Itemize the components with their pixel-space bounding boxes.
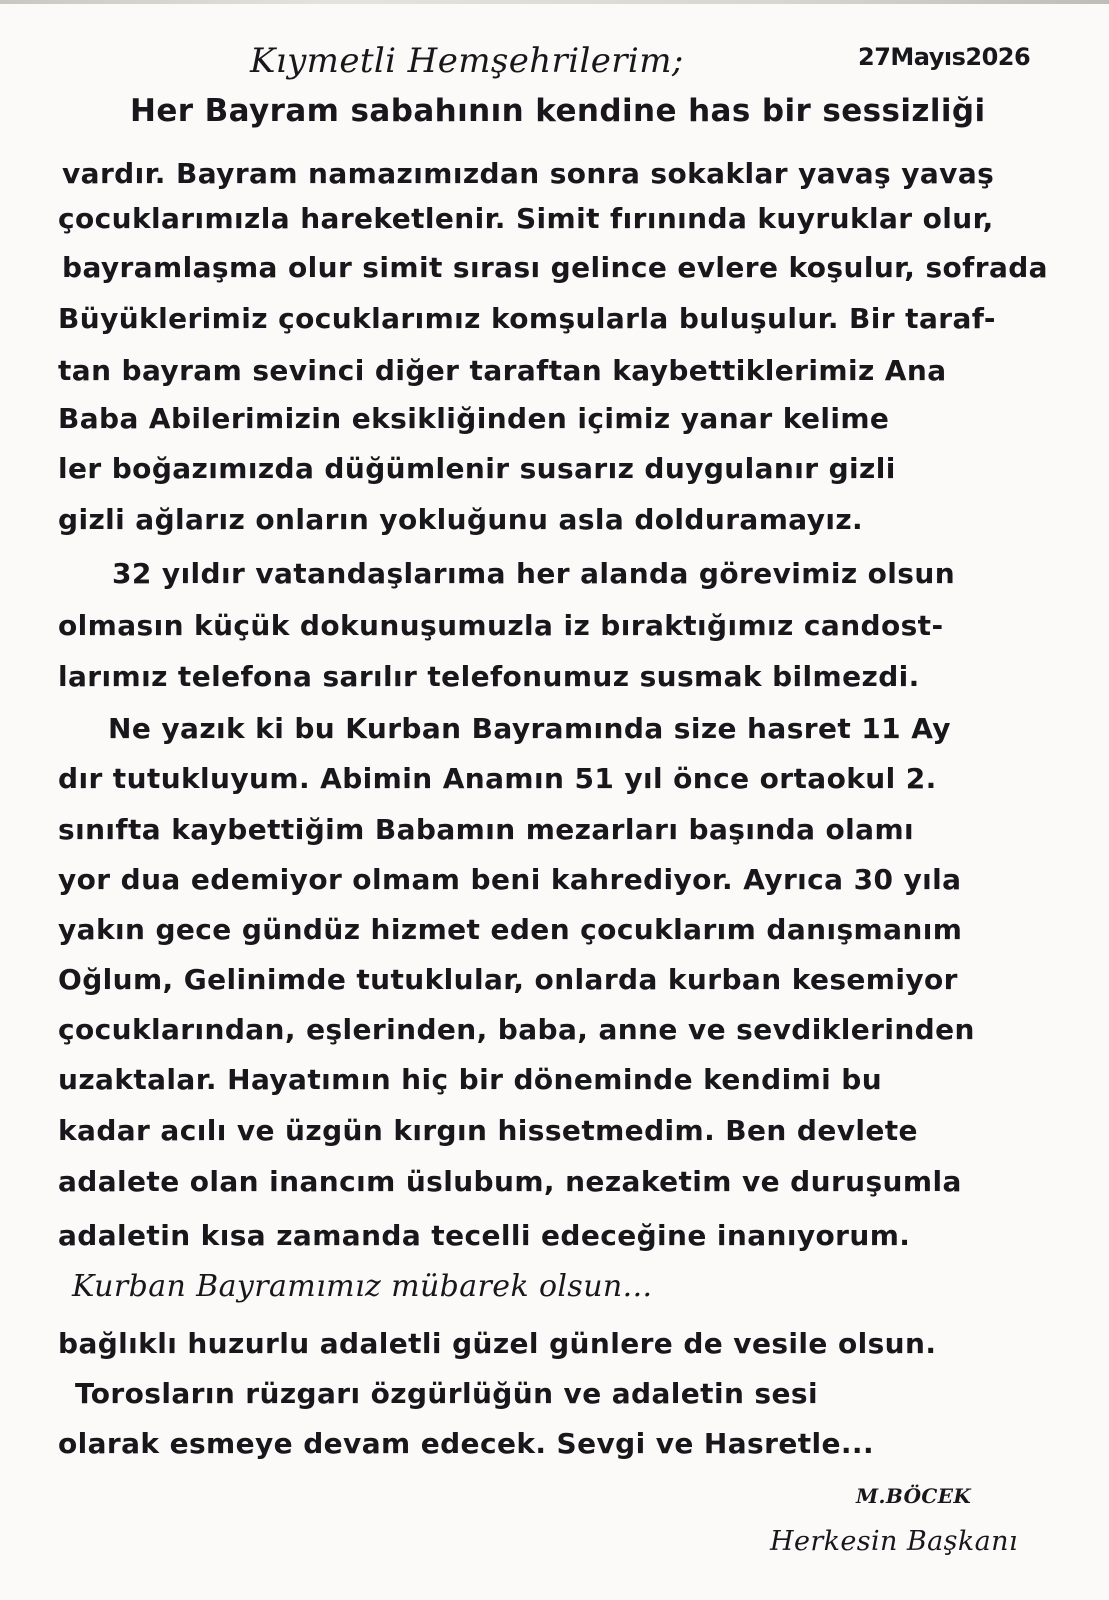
signature-name: M.BÖCEK: [856, 1484, 972, 1508]
body-line-16: yor dua edemiyor olmam beni kahrediyor. Ayrıca 30 yıla: [58, 863, 962, 896]
body-line-10: 32 yıldır vatandaşlarıma her alanda görevimiz olsun: [112, 557, 956, 590]
body-line-2: vardır. Bayram namazımızdan sonra sokaklar yavaş yavaş: [62, 157, 995, 190]
body-line-5: Büyüklerimiz çocuklarımız komşularla buluşulur. Bir taraf-: [58, 302, 996, 335]
body-line-6: tan bayram sevinci diğer taraftan kaybettiklerimiz Ana: [58, 354, 947, 387]
body-line-15: sınıfta kaybettiğim Babamın mezarları başında olamı: [58, 813, 915, 846]
body-line-14: dır tutukluyum. Abimin Anamın 51 yıl önce ortaokul 2.: [58, 762, 937, 795]
letter-salutation: Kıymetli Hemşehrilerim;: [250, 41, 684, 81]
body-line-11: olmasın küçük dokunuşumuzla iz bıraktığımız candost-: [58, 609, 944, 642]
body-line-19: çocuklarından, eşlerinden, baba, anne ve sevdiklerinden: [58, 1013, 975, 1046]
letter-date: 27Mayıs2026: [858, 43, 1031, 71]
body-line-3: çocuklarımızla hareketlenir. Simit fırınında kuyruklar olur,: [58, 202, 994, 235]
body-line-27: olarak esmeye devam edecek. Sevgi ve Hasretle...: [58, 1427, 874, 1460]
body-line-7: Baba Abilerimizin eksikliğinden içimiz yanar kelime: [58, 402, 890, 435]
body-line-17: yakın gece gündüz hizmet eden çocuklarım danışmanım: [58, 913, 963, 946]
body-line-22: adalete olan inancım üslubum, nezaketim ve duruşumla: [58, 1165, 962, 1198]
signature-title: Herkesin Başkanı: [770, 1526, 1018, 1557]
body-line-18: Oğlum, Gelinimde tutuklular, onlarda kurban kesemiyor: [58, 963, 958, 996]
body-line-4: bayramlaşma olur simit sırası gelince evlere koşulur, sofrada: [62, 251, 1048, 284]
body-line-25: bağlıklı huzurlu adaletli güzel günlere de vesile olsun.: [58, 1327, 937, 1360]
body-line-21: kadar acılı ve üzgün kırgın hissetmedim. Ben devlete: [58, 1114, 918, 1147]
body-line-13: Ne yazık ki bu Kurban Bayramında size hasret 11 Ay: [108, 712, 951, 745]
body-line-12: larımız telefona sarılır telefonumuz susmak bilmezdi.: [58, 660, 920, 693]
body-line-8: ler boğazımızda düğümlenir susarız duygulanır gizli: [58, 452, 896, 485]
body-line-20: uzaktalar. Hayatımın hiç bir döneminde kendimi bu: [58, 1063, 883, 1096]
body-line-9: gizli ağlarız onların yokluğunu asla dolduramayız.: [58, 503, 864, 536]
body-line-24: Kurban Bayramımız mübarek olsun...: [72, 1269, 653, 1304]
page-top-edge: [0, 0, 1109, 4]
body-line-23: adaletin kısa zamanda tecelli edeceğine inanıyorum.: [58, 1219, 911, 1252]
body-line-1: Her Bayram sabahının kendine has bir sessizliği: [130, 93, 986, 129]
body-line-26: Torosların rüzgarı özgürlüğün ve adaletin sesi: [75, 1377, 818, 1410]
